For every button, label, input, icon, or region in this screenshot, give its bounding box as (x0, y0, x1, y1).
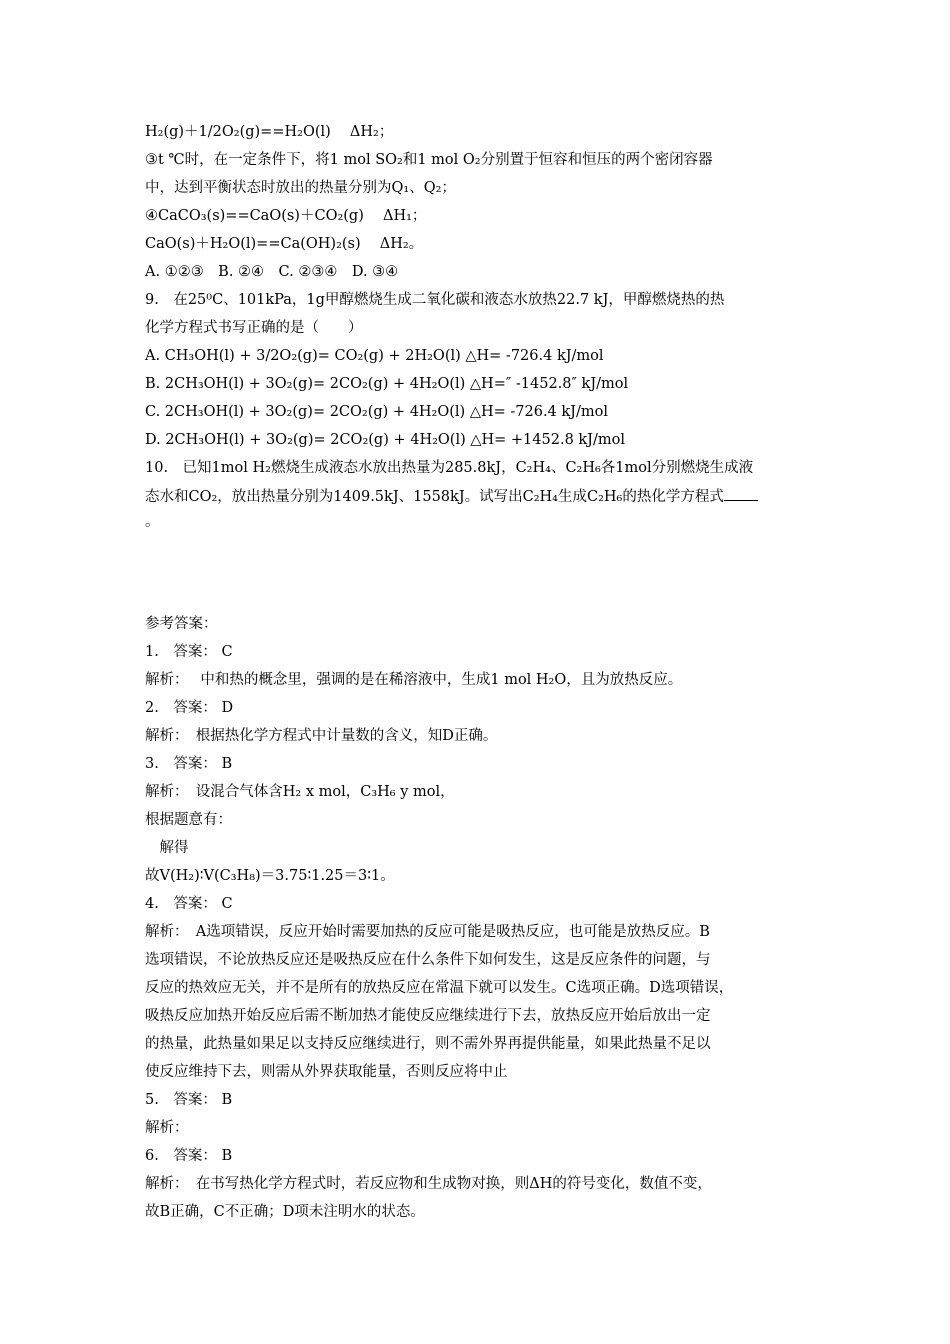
explanation-3: 解析： 设混合气体含H₂ x mol，C₃H₆ y mol， (145, 784, 455, 800)
explanation-4-line-4: 吸热反应加热开始反应后需不断加热才能使反应继续进行下去，放热反应开始后放出一定 (145, 1008, 711, 1024)
explanation-4-line-5: 的热量，此热量如果足以支持反应继续进行，则不需外界再提供能量，如果此热量不足以 (145, 1036, 711, 1052)
q10-line-2 (145, 486, 825, 507)
explanation-3-c: 解得 (145, 840, 189, 856)
explanation-6-line-1: 解析： 在书写热化学方程式时，若反应物和生成物对换，则ΔH的符号变化，数值不变， (145, 1176, 712, 1192)
answer-4: 4. 答案： C (145, 896, 233, 912)
answer-3: 3. 答案： B (145, 756, 233, 772)
explanation-6-line-2: 故B正确，C不正确；D项未注明水的状态。 (145, 1204, 425, 1220)
q10-line-2-text: 态水和CO₂，放出热量分别为1409.5kJ、1558kJ。试写出C₂H₄生成C₂H₆的热化学方程式 (145, 489, 724, 505)
q8-line-2: ③t ℃时，在一定条件下，将1 mol SO₂和1 mol O₂分别置于恒容和恒压的两个密闭容器 (145, 152, 713, 168)
q9-option-d: D. 2CH₃OH(l) + 3O₂(g)= 2CO₂(g) + 4H₂O(l) △H= +1452.8 kJ/mol (145, 432, 626, 448)
q9-option-b: B. 2CH₃OH(l) + 3O₂(g)= 2CO₂(g) + 4H₂O(l) △H=″ -1452.8″ kJ/mol (145, 376, 629, 392)
q8-line-4: ④CaCO₃(s)==CaO(s)＋CO₂(g) ΔH₁； (145, 208, 427, 224)
q9-option-a: A. CH₃OH(l) + 3/2O₂(g)= CO₂(g) + 2H₂O(l) △H= -726.4 kJ/mol (145, 348, 604, 364)
answer-5: 5. 答案： B (145, 1092, 233, 1108)
q9-stem-1: 9. 在25⁰C、101kPa，1g甲醇燃烧生成二氧化碳和液态水放热22.7 kJ，甲醇燃烧热的热 (145, 292, 725, 308)
answer-1: 1. 答案： C (145, 644, 233, 660)
answers-heading: 参考答案： (145, 616, 218, 632)
explanation-2: 解析： 根据热化学方程式中计量数的含义，知D正确。 (145, 728, 498, 744)
q8-line-1: H₂(g)＋1/2O₂(g)==H₂O(l) ΔH₂； (145, 124, 394, 140)
answer-2: 2. 答案： D (145, 700, 234, 716)
explanation-3-d: 故V(H₂)∶V(C₃H₈)＝3.75∶1.25＝3∶1。 (145, 868, 395, 884)
explanation-3-b: 根据题意有： (145, 812, 232, 828)
q10-line-3: 。 (145, 514, 160, 530)
explanation-5: 解析： (145, 1120, 189, 1136)
q9-option-c: C. 2CH₃OH(l) + 3O₂(g)= 2CO₂(g) + 4H₂O(l) △H= -726.4 kJ/mol (145, 404, 608, 420)
q8-line-5: CaO(s)＋H₂O(l)==Ca(OH)₂(s) ΔH₂。 (145, 236, 424, 252)
explanation-4-line-2: 选项错误，不论放热反应还是吸热反应在什么条件下如何发生，这是反应条件的问题，与 (145, 952, 711, 968)
answer-6: 6. 答案： B (145, 1148, 233, 1164)
q9-stem-2: 化学方程式书写正确的是（ ） (145, 320, 363, 336)
answer-blank (724, 486, 758, 501)
explanation-4-line-6: 使反应维持下去，则需从外界获取能量，否则反应将中止 (145, 1064, 508, 1080)
q8-options: A. ①②③ B. ②④ C. ②③④ D. ③④ (145, 264, 399, 280)
q8-line-3: 中，达到平衡状态时放出的热量分别为Q₁、Q₂； (145, 180, 456, 196)
q10-line-1: 10. 已知1mol H₂燃烧生成液态水放出热量为285.8kJ，C₂H₄、C₂H₆各1mol分别燃烧生成液 (145, 460, 754, 476)
explanation-1: 解析： 中和热的概念里，强调的是在稀溶液中，生成1 mol H₂O，且为放热反应。 (145, 672, 683, 688)
explanation-4-line-3: 反应的热效应无关，并不是所有的放热反应在常温下就可以发生。C选项正确。D选项错误， (145, 980, 734, 996)
explanation-4-line-1: 解析： A选项错误，反应开始时需要加热的反应可能是吸热反应，也可能是放热反应。B (145, 924, 710, 940)
